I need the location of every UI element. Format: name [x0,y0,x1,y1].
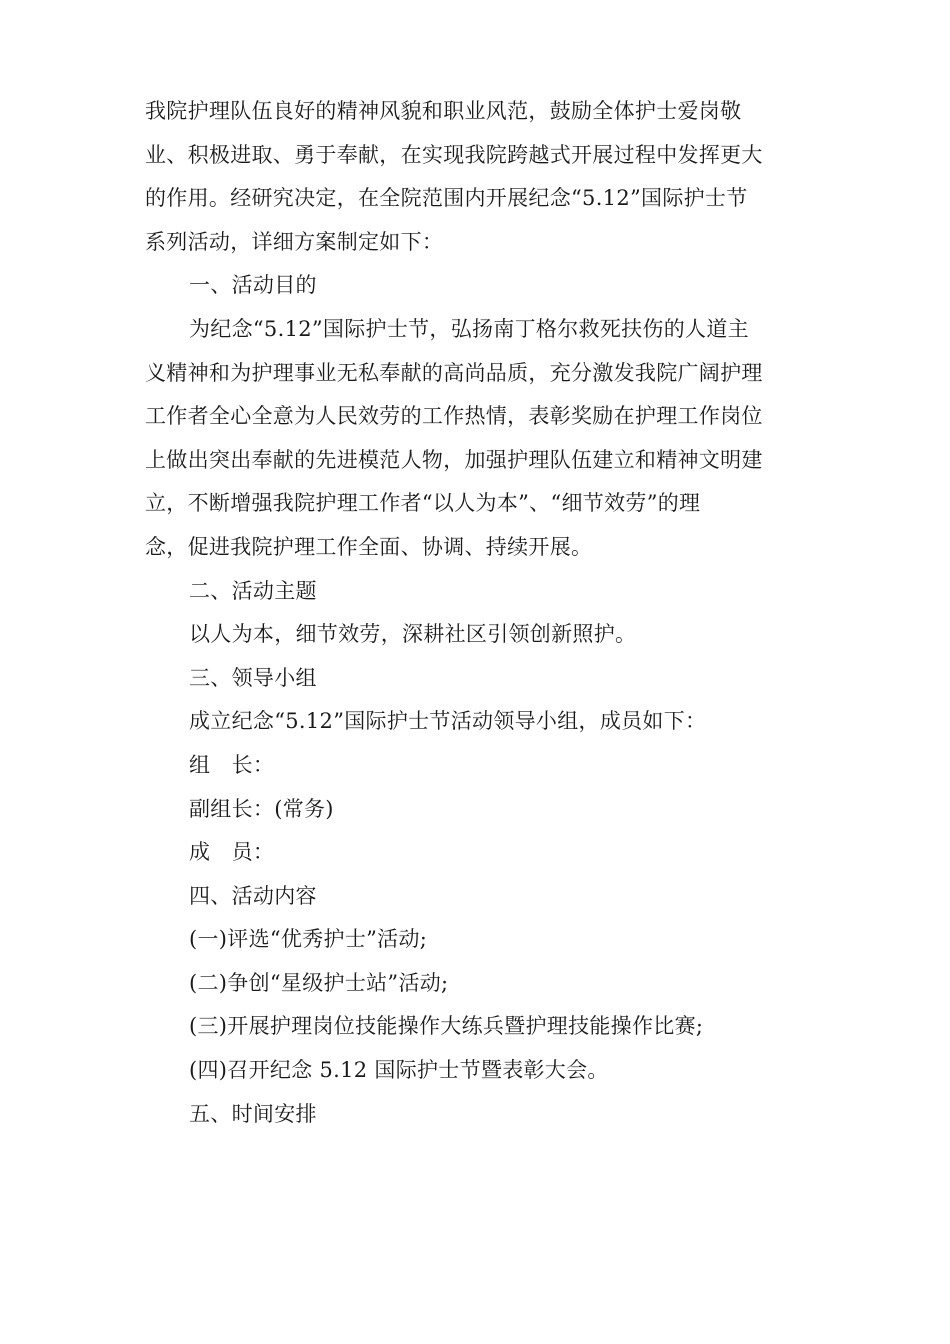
document-line: 以人为本，细节效劳，深耕社区引领创新照护。 [189,622,637,647]
document-line: (三)开展护理岗位技能操作大练兵暨护理技能操作比赛; [189,1014,704,1039]
document-line: (四)召开纪念 5.12 国际护士节暨表彰大会。 [189,1058,609,1083]
document-line: (一)评选“优秀护士”活动; [189,927,428,952]
document-line: 成 员： [189,840,275,865]
document-line: 我院护理队伍良好的精神风貌和职业风范，鼓励全体护士爱岗敬 [145,99,742,123]
document-line: 念，促进我院护理工作全面、协调、持续开展。 [145,534,593,559]
document-line: 业、积极进取、勇于奉献，在实现我院跨越式开展过程中发挥更大 [145,142,763,167]
document-line: 五、时间安排 [189,1101,317,1126]
document-line: 副组长：(常务) [189,796,334,821]
document-line: 立，不断增强我院护理工作者“以人为本”、“细节效劳”的理 [145,491,701,516]
document-line: 组 长： [189,752,275,777]
document-body [145,90,805,1136]
document-line: 三、领导小组 [189,665,317,690]
document-line: 上做出突出奉献的先进模范人物，加强护理队伍建立和精神文明建 [145,447,763,472]
document-line: 工作者全心全意为人民效劳的工作热情，表彰奖励在护理工作岗位 [145,404,763,429]
document-line: 系列活动，详细方案制定如下： [145,229,444,254]
document-line: 四、活动内容 [189,883,317,908]
document-line: 义精神和为护理事业无私奉献的高尚品质，充分激发我院广阔护理 [145,360,763,385]
document-line: 成立纪念“5.12”国际护士节活动领导小组，成员如下： [189,709,707,734]
document-line: 的作用。经研究决定，在全院范围内开展纪念“5.12”国际护士节 [145,186,748,211]
document-line: (二)争创“星级护士站”活动; [189,970,449,995]
document-line: 二、活动主题 [189,578,317,603]
document-line: 为纪念“5.12”国际护士节，弘扬南丁格尔救死扶伤的人道主 [189,316,749,341]
document-line: 一、活动目的 [189,273,317,298]
